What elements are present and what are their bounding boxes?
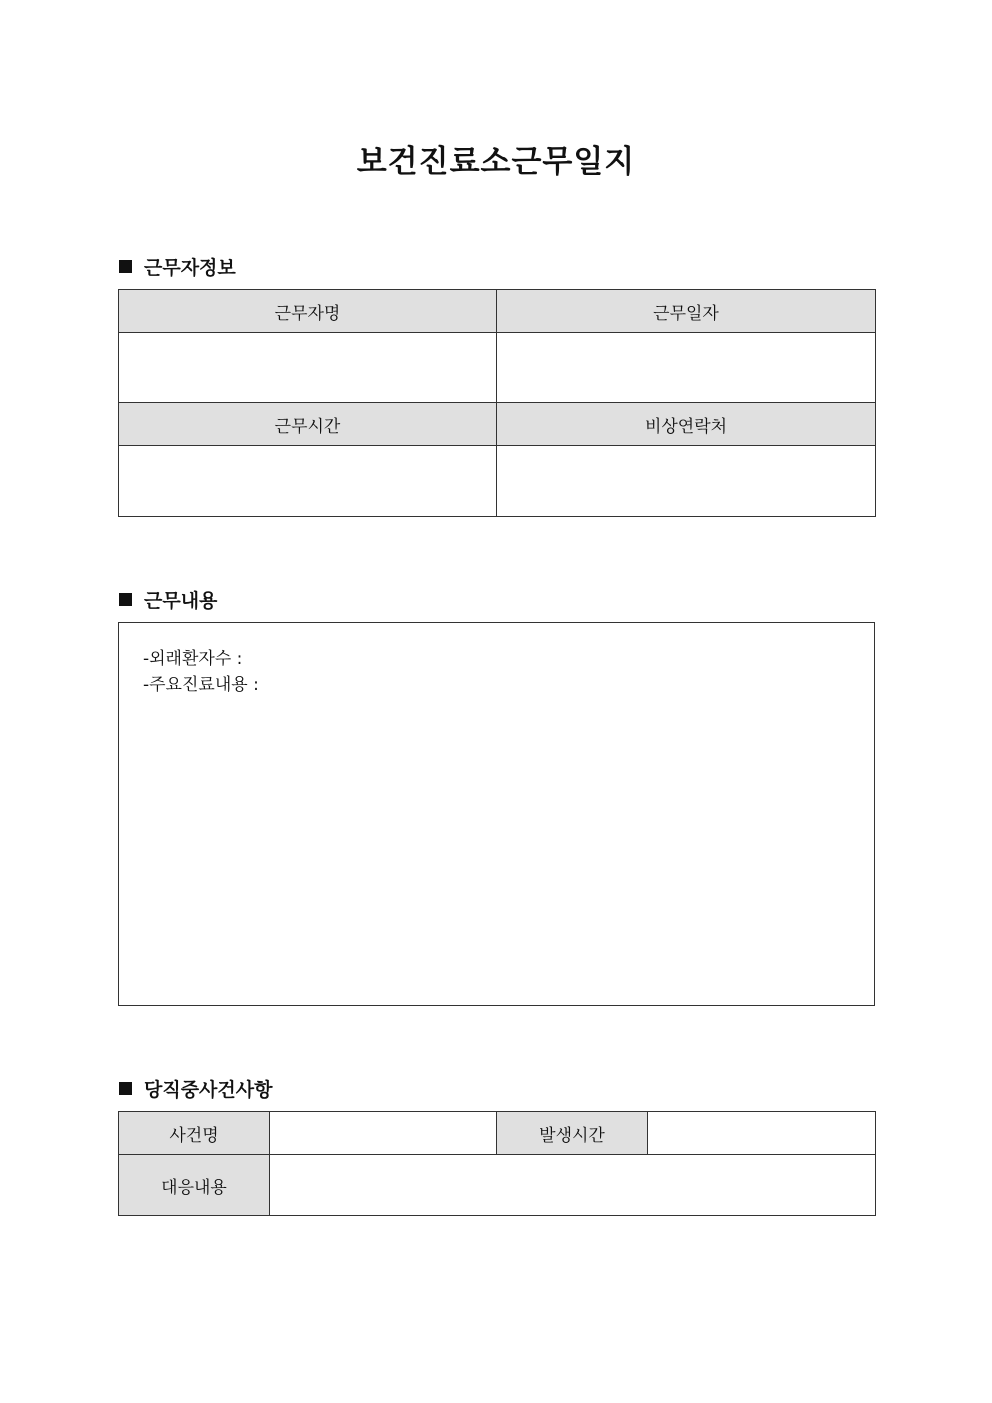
work-hours-field[interactable] bbox=[119, 446, 497, 517]
work-hours-label: 근무시간 bbox=[119, 403, 497, 446]
worker-name-label: 근무자명 bbox=[119, 290, 497, 333]
page-title: 보건진료소근무일지 bbox=[356, 144, 636, 180]
incidents-table bbox=[118, 1111, 876, 1216]
section-heading-worker-info bbox=[119, 253, 236, 280]
square-bullet-icon bbox=[119, 593, 132, 606]
response-label: 대응내용 bbox=[119, 1155, 270, 1216]
work-date-field[interactable] bbox=[497, 333, 876, 403]
incidents-heading: 당직중사건사항 bbox=[144, 1079, 273, 1101]
square-bullet-icon bbox=[119, 260, 132, 273]
occurrence-time-field[interactable] bbox=[648, 1112, 876, 1155]
work-date-label: 근무일자 bbox=[497, 290, 876, 333]
incident-name-label: 사건명 bbox=[119, 1112, 270, 1155]
response-field[interactable] bbox=[270, 1155, 876, 1216]
emergency-contact-field[interactable] bbox=[497, 446, 876, 517]
square-bullet-icon bbox=[119, 1082, 132, 1095]
emergency-contact-label: 비상연락처 bbox=[497, 403, 876, 446]
worker-name-field[interactable] bbox=[119, 333, 497, 403]
main-treatment-line: -주요진료내용 : bbox=[143, 675, 259, 695]
work-content-box[interactable] bbox=[118, 622, 875, 1006]
section-heading-work-content bbox=[119, 586, 217, 613]
occurrence-time-label: 발생시간 bbox=[497, 1112, 648, 1155]
work-content-heading: 근무내용 bbox=[144, 590, 218, 612]
section-heading-incidents bbox=[119, 1075, 272, 1102]
incident-name-field[interactable] bbox=[270, 1112, 497, 1155]
worker-info-heading: 근무자정보 bbox=[144, 257, 236, 279]
worker-info-table bbox=[118, 289, 876, 517]
outpatient-count-line: -외래환자수 : bbox=[143, 649, 243, 669]
